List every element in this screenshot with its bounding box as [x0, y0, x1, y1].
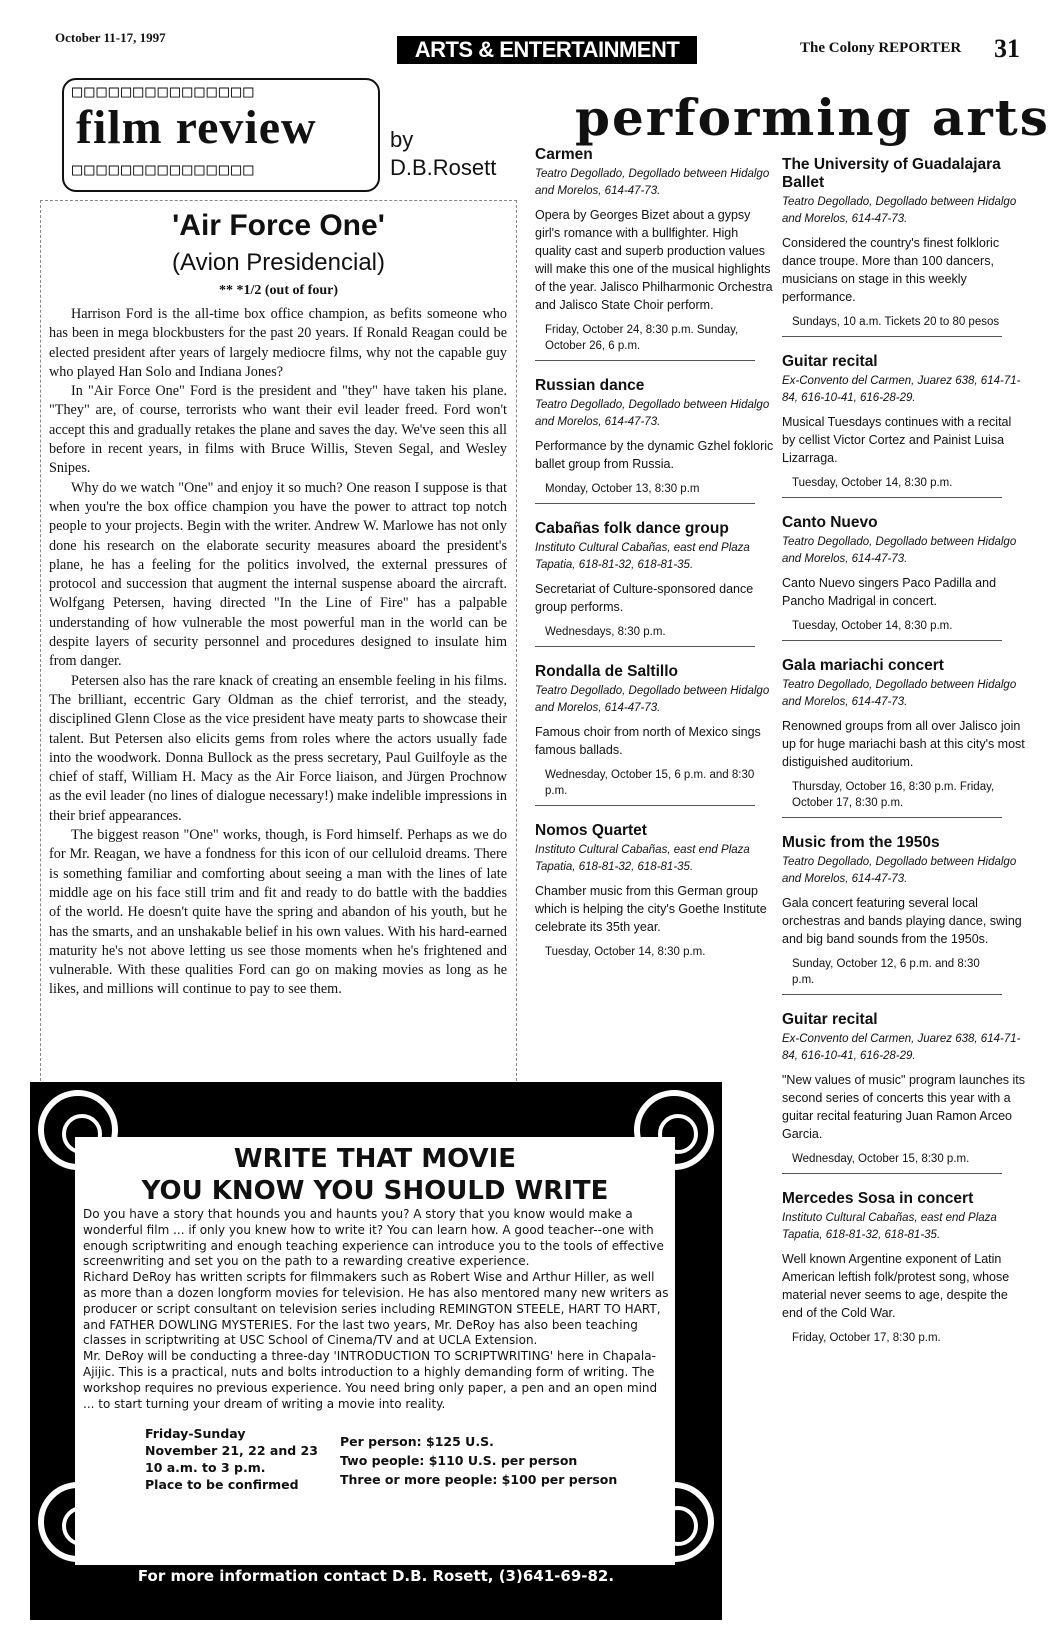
ad-price-group: Three or more people: $100 per person — [340, 1472, 618, 1487]
event-listing — [782, 834, 1027, 995]
event-description: Opera by Georges Bizet about a gypsy girl's romance with a bullfighter. High quality cast and superb production values will make this one of the musical highlights of the year. Jalisco Philharmonic Orchestra and Jalisco State Choir perform. — [535, 208, 773, 312]
event-date: Wednesdays, 8:30 p.m. — [535, 624, 755, 647]
section-banner: ARTS & ENTERTAINMENT — [397, 36, 697, 64]
event-venue: Teatro Degollado, Degollado between Hidalgo and Morelos, 614-47-73. — [535, 399, 770, 428]
event-name: Guitar recital — [782, 1011, 878, 1028]
event-description: Secretariat of Culture-sponsored dance group performs. — [535, 582, 754, 614]
event-listing — [535, 146, 775, 361]
event-date: Friday, October 24, 8:30 p.m. Sunday, October 26, 6 p.m. — [535, 322, 755, 361]
decorative-squares-top: □□□□□□□□□□□□□□□ — [72, 82, 256, 102]
ad-schedule-place: Place to be confirmed — [145, 1477, 299, 1492]
film-review-masthead — [62, 78, 380, 192]
event-description: Musical Tuesdays continues with a recital by cellist Victor Cortez and Painist Luisa Lizarraga. — [782, 415, 1012, 465]
event-date: Friday, October 17, 8:30 p.m. — [792, 1332, 941, 1344]
event-description: Renowned groups from all over Jalisco join up for huge mariachi bash at this city's most distiguished auditorium. — [782, 719, 1025, 769]
event-listing — [782, 514, 1027, 641]
event-venue: Instituto Cultural Cabañas, east end Plaza Tapatia, 618-81-32, 618-81-35. — [782, 1212, 997, 1241]
ad-schedule-time: 10 a.m. to 3 p.m. — [145, 1460, 266, 1475]
event-name: The University of Guadalajara Ballet — [782, 156, 1001, 191]
event-name: Carmen — [535, 146, 593, 163]
ad-headline-line2: YOU KNOW YOU SHOULD WRITE — [141, 1176, 609, 1206]
page-number: 31 — [994, 34, 1020, 63]
review-body — [49, 305, 507, 1000]
event-listing — [782, 1011, 1027, 1174]
event-description: "New values of music" program launches its second series of concerts this year with a guitar recital featuring Juan Ramon Arceo Garcia. — [782, 1073, 1025, 1141]
event-name: Cabañas folk dance group — [535, 520, 729, 537]
event-listing — [535, 822, 775, 966]
byline-author: D.B.Rosett — [390, 155, 497, 180]
event-listing — [782, 353, 1027, 498]
event-date: Sundays, 10 a.m. Tickets 20 to 80 pesos — [782, 314, 1002, 337]
ad-headline — [75, 1143, 675, 1207]
ad-panel — [75, 1137, 675, 1565]
ad-pricing — [340, 1432, 617, 1489]
event-venue: Instituto Cultural Cabañas, east end Plaza Tapatia, 618-81-32, 618-81-35. — [535, 844, 750, 873]
event-description: Considered the country's finest folkloric dance troupe. More than 100 dancers, musicians on stage in this weekly performance. — [782, 236, 1000, 304]
event-venue: Teatro Degollado, Degollado between Hidalgo and Morelos, 614-47-73. — [535, 168, 770, 197]
event-name: Mercedes Sosa in concert — [782, 1190, 974, 1207]
review-paragraph: In "Air Force One" Ford is the president and "they" have taken his plane. "They" are, of course, terrorists who want their evil leader freed. Ford won't accept this and gradually retakes the plane and saves the day. We've seen this all before in recent years, in films with Bruce Willis, Steven Segal, and Wesley Snipes. — [49, 383, 507, 477]
event-date: Tuesday, October 14, 8:30 p.m. — [545, 946, 706, 958]
ad-paragraph: Richard DeRoy has written scripts for filmmakers such as Robert Wise and Arthur Hiller, as well as more than a dozen longform movies for television. He has also mentored many new writers as producer or script consultant on television series including REMINGTON STEELE, HART TO HART, and FATHER DOWLING MYSTERIES. For the last two years, Mr. DeRoy has also been teaching classes in scriptwriting at USC School of Cinema/TV and at UCLA Extension. — [83, 1270, 669, 1348]
event-venue: Teatro Degollado, Degollado between Hidalgo and Morelos, 614-47-73. — [782, 679, 1017, 708]
byline — [390, 126, 496, 182]
review-subtitle: (Avion Presidencial) — [172, 249, 385, 276]
ad-schedule-days: Friday-Sunday — [145, 1426, 246, 1441]
ad-price-two: Two people: $110 U.S. per person — [340, 1453, 578, 1468]
review-paragraph: Why do we watch "One" and enjoy it so much? One reason I suppose is that when you're the box office champion you have the power to attract top notch people to your projects. Begin with the writer. Andrew W. Marlowe has not only done his research on the elaborate security measures aboard the president's plane, he has a feeling for the politics involved, the external pressures of protocol and succession that augment the internal suspense aboard the aircraft. Wolfgang Petersen, having directed "In the Line of Fire" has a palpable understanding of how vulnerable the most powerful man in the world can be despite layers of security personnel and procedures designed to insulate him from danger. — [49, 479, 507, 670]
ad-paragraph: Do you have a story that hounds you and haunts you? A story that you know would make a wonderful film ... if only you knew how to write it? You can learn how. A good teacher--one with enough scriptwriting and enough teaching experience can introduce you to the tools of effective screenwriting and set you on the path to a rewarding creative experience. — [83, 1207, 664, 1269]
event-description: Canto Nuevo singers Paco Padilla and Pancho Madrigal in concert. — [782, 576, 997, 608]
event-date: Tuesday, October 14, 8:30 p.m. — [782, 475, 1002, 498]
event-listing — [535, 520, 775, 647]
event-date: Thursday, October 16, 8:30 p.m. Friday, October 17, 8:30 p.m. — [782, 779, 1002, 818]
event-name: Rondalla de Saltillo — [535, 663, 678, 680]
review-paragraph: The biggest reason "One" works, though, is Ford himself. Perhaps as we do for Mr. Reagan, we have a fondness for this icon of our celluloid dreams. There is something familiar and comforting about seeing a man with the lines of late middle age on his face still trim and fit and ready to do battle with the baddies of the world. He doesn't quite have the spring and abandon of his youth, but he has the smarts, and an unshakable belief in his own values. With his hard-earned maturity he's not above letting us see those moments when he's frightened and vulnerable. With these qualities Ford can go on making movies as long as he likes, and millions will continue to pay to see them. — [49, 827, 507, 998]
review-title: 'Air Force One' — [172, 209, 385, 242]
ad-schedule-dates: November 21, 22 and 23 — [145, 1443, 318, 1458]
event-venue: Ex-Convento del Carmen, Juarez 638, 614-71-84, 616-10-41, 616-28-29. — [782, 1033, 1021, 1062]
event-description: Gala concert featuring several local orchestras and bands playing dance, swing and big band sounds from the 1950s. — [782, 896, 1022, 946]
event-description: Famous choir from north of Mexico sings famous ballads. — [535, 725, 761, 757]
event-venue: Teatro Degollado, Degollado between Hidalgo and Morelos, 614-47-73. — [782, 196, 1017, 225]
event-date: Wednesday, October 15, 6 p.m. and 8:30 p.m. — [535, 767, 755, 806]
ad-price-single: Per person: $125 U.S. — [340, 1434, 494, 1449]
event-venue: Instituto Cultural Cabañas, east end Plaza Tapatia, 618-81-32, 618-81-35. — [535, 542, 750, 571]
event-date: Tuesday, October 14, 8:30 p.m. — [782, 618, 1002, 641]
byline-by: by — [390, 127, 414, 152]
event-listing — [782, 657, 1027, 818]
issue-date: October 11-17, 1997 — [55, 30, 166, 45]
performing-arts-title: performing arts — [575, 88, 1050, 147]
paper-name: The Colony REPORTER — [800, 40, 962, 56]
review-article — [40, 200, 517, 1081]
event-listing — [535, 377, 775, 504]
event-venue: Ex-Convento del Carmen, Juarez 638, 614-71-84, 616-10-41, 616-28-29. — [782, 375, 1021, 404]
event-listing — [782, 1190, 1027, 1352]
event-listing — [782, 156, 1027, 337]
ad-schedule — [145, 1425, 318, 1493]
event-name: Canto Nuevo — [782, 514, 878, 531]
event-venue: Teatro Degollado, Degollado between Hidalgo and Morelos, 614-47-73. — [782, 536, 1017, 565]
event-date: Wednesday, October 15, 8:30 p.m. — [782, 1151, 1002, 1174]
ad-paragraph: Mr. DeRoy will be conducting a three-day 'INTRODUCTION TO SCRIPTWRITING' here in Chapala-Ajijic. This is a practical, nuts and bolts introduction to a highly demanding form of writing. The workshop requires no previous experience. You need bring only paper, a pen and an open mind ... to start turning your dream of writing a movie into reality. — [83, 1349, 658, 1411]
event-name: Music from the 1950s — [782, 834, 940, 851]
event-description: Well known Argentine exponent of Latin American leftish folk/protest song, whose material never seems to age, despite the end of the Cold War. — [782, 1252, 1010, 1320]
scriptwriting-ad — [30, 1082, 722, 1620]
event-description: Performance by the dynamic Gzhel fokloric ballet group from Russia. — [535, 439, 774, 471]
event-name: Russian dance — [535, 377, 645, 394]
film-review-label: film review — [76, 101, 317, 154]
event-date: Monday, October 13, 8:30 p.m — [535, 481, 755, 504]
event-name: Guitar recital — [782, 353, 878, 370]
decorative-squares-bottom: □□□□□□□□□□□□□□□ — [72, 160, 256, 180]
event-venue: Teatro Degollado, Degollado between Hidalgo and Morelos, 614-47-73. — [535, 685, 770, 714]
event-listing — [535, 663, 775, 806]
events-column-2 — [782, 156, 1027, 1368]
ad-headline-line1: WRITE THAT MOVIE — [233, 1144, 517, 1174]
review-paragraph: Petersen also has the rare knack of creating an ensemble feeling in his films. The brilliant, eccentric Gary Oldman as the chief terrorist, and the steady, disciplined Glenn Close as the vice president have meaty parts to showcase their talent. But Petersen also elicits gems from roles where the actors usually fade into the woodwork. Donna Bullock as the press secretary, Paul Guilfoyle as the chief of staff, William H. Macy as the Air Force liaison, and Jürgen Prochnow as the evil leader (no lines of dialogue necessary!) make indelible impressions in their brief appearances. — [49, 672, 507, 824]
review-rating: ** *1/2 (out of four) — [219, 283, 338, 298]
event-description: Chamber music from this German group which is helping the city's Goethe Institute celebrate its 35th year. — [535, 884, 767, 934]
events-column-1 — [535, 146, 775, 982]
review-paragraph: Harrison Ford is the all-time box office champion, as befits someone who has been in mega blockbusters for the past 20 years. If Ronald Reagan could be elected president after years of largely mediocre films, why not the capable guy who played Han Solo and Indiana Jones? — [49, 306, 507, 380]
event-name: Nomos Quartet — [535, 822, 647, 839]
event-date: Sunday, October 12, 6 p.m. and 8:30 p.m. — [782, 956, 1002, 995]
ad-contact: For more information contact D.B. Rosett, (3)641-69-82. — [137, 1567, 615, 1585]
event-venue: Teatro Degollado, Degollado between Hidalgo and Morelos, 614-47-73. — [782, 856, 1017, 885]
ad-copy — [83, 1207, 671, 1412]
event-name: Gala mariachi concert — [782, 657, 944, 674]
